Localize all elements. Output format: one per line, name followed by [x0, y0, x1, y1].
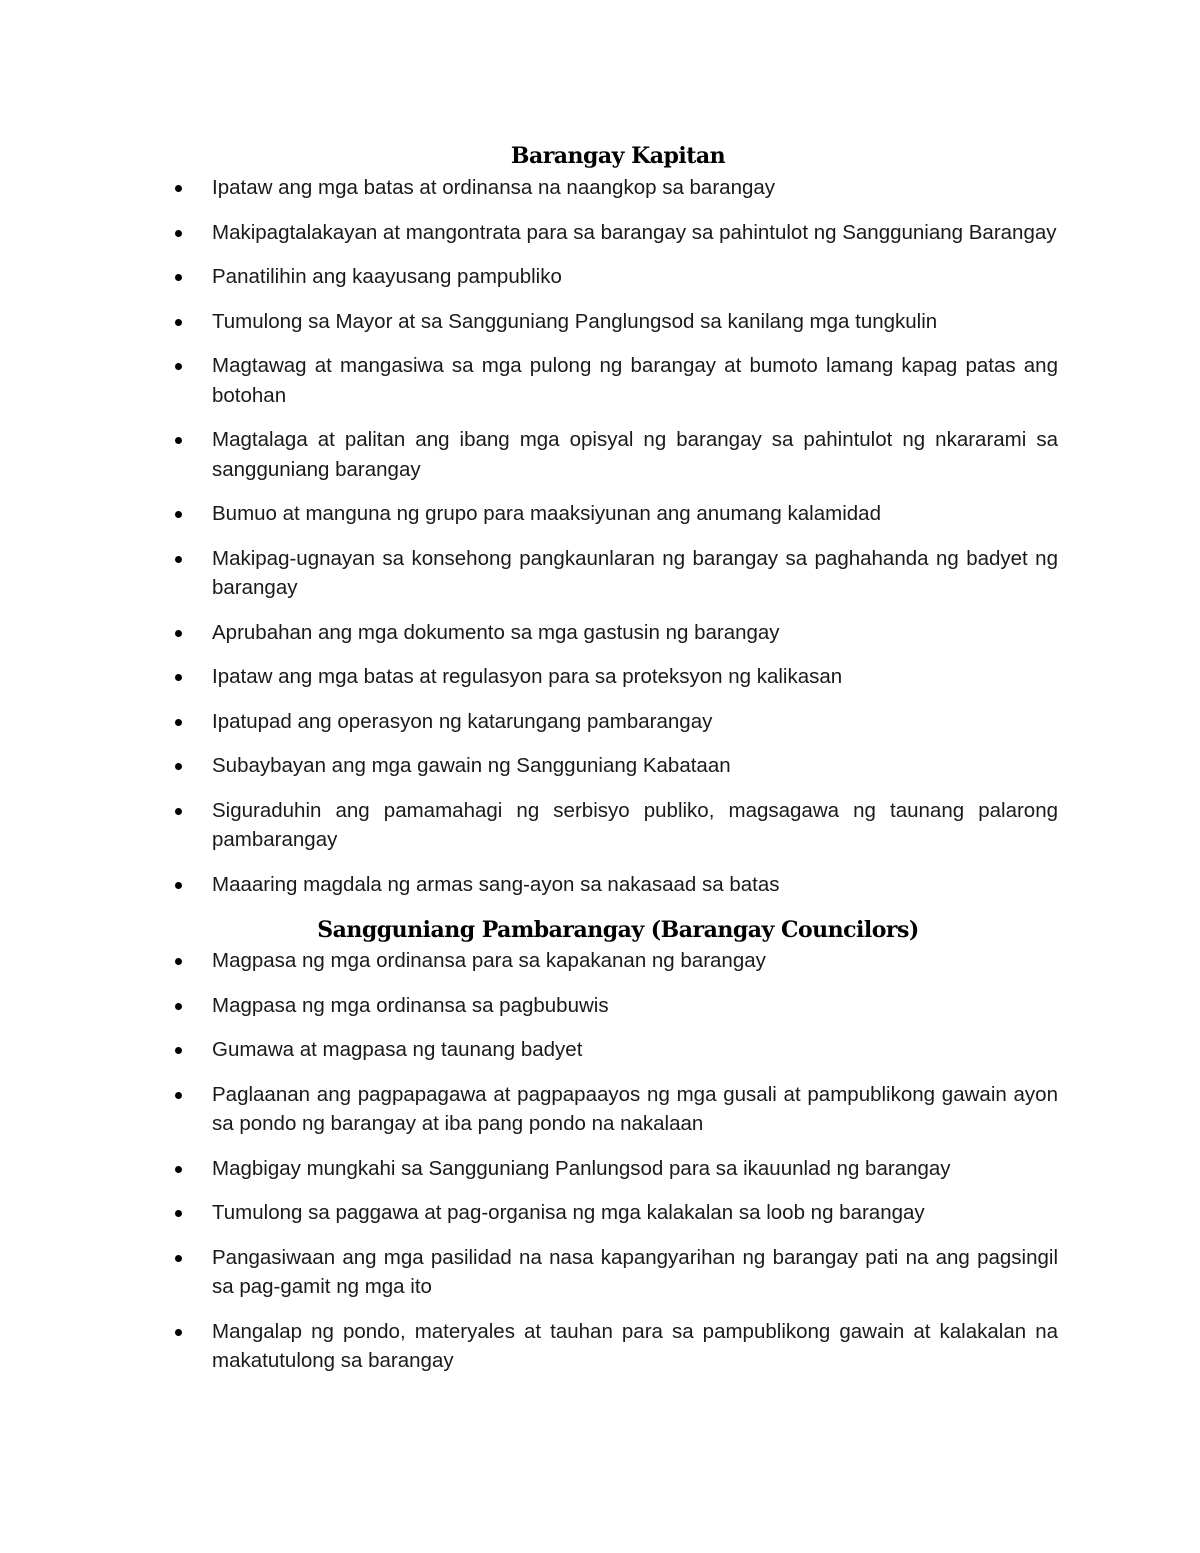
- list-item: Panatilihin ang kaayusang pampubliko: [172, 262, 1058, 292]
- list-item: Maaaring magdala ng armas sang-ayon sa nakasaad sa batas: [172, 870, 1058, 900]
- bullet-icon: [175, 185, 182, 192]
- list-item: Ipataw ang mga batas at ordinansa na naangkop sa barangay: [172, 173, 1058, 203]
- list-item: Pangasiwaan ang mga pasilidad na nasa kapangyarihan ng barangay pati na ang pagsingil sa pag-gamit ng mga ito: [172, 1243, 1058, 1302]
- list-item: Gumawa at magpasa ng taunang badyet: [172, 1035, 1058, 1065]
- bullet-icon: [175, 511, 182, 518]
- bullet-icon: [175, 1092, 182, 1099]
- bullet-icon: [175, 1210, 182, 1217]
- list-item: Ipatupad ang operasyon ng katarungang pambarangay: [172, 707, 1058, 737]
- bullet-icon: [175, 1329, 182, 1336]
- bullet-icon: [175, 1003, 182, 1010]
- list-item: Bumuo at manguna ng grupo para maaksiyunan ang anumang kalamidad: [172, 499, 1058, 529]
- bullet-icon: [175, 719, 182, 726]
- bullet-icon: [175, 1255, 182, 1262]
- list-item: Paglaanan ang pagpapagawa at pagpapaayos ng mga gusali at pampublikong gawain ayon sa pondo ng barangay at iba pang pondo na nakalaan: [172, 1080, 1058, 1139]
- bullet-icon: [175, 958, 182, 965]
- bullet-icon: [175, 274, 182, 281]
- section-heading-sangguniang-pambarangay: Sangguniang Pambarangay (Barangay Councilors): [317, 917, 919, 943]
- list-item: Ipataw ang mga batas at regulasyon para sa proteksyon ng kalikasan: [172, 662, 1058, 692]
- barangay-kapitan-duties-list: [172, 173, 1058, 899]
- list-item: Magtalaga at palitan ang ibang mga opisyal ng barangay sa pahintulot ng nkararami sa sangguniang barangay: [172, 425, 1058, 484]
- bullet-icon: [175, 1047, 182, 1054]
- list-item: Aprubahan ang mga dokumento sa mga gastusin ng barangay: [172, 618, 1058, 648]
- bullet-icon: [175, 763, 182, 770]
- bullet-icon: [175, 363, 182, 370]
- list-item: Makipag-ugnayan sa konsehong pangkaunlaran ng barangay sa paghahanda ng badyet ng barangay: [172, 544, 1058, 603]
- list-item: Tumulong sa paggawa at pag-organisa ng mga kalakalan sa loob ng barangay: [172, 1198, 1058, 1228]
- list-item: Makipagtalakayan at mangontrata para sa barangay sa pahintulot ng Sangguniang Barangay: [172, 218, 1058, 248]
- list-item: Siguraduhin ang pamamahagi ng serbisyo publiko, magsagawa ng taunang palarong pambarangay: [172, 796, 1058, 855]
- bullet-icon: [175, 230, 182, 237]
- bullet-icon: [175, 882, 182, 889]
- bullet-icon: [175, 808, 182, 815]
- list-item: Magtawag at mangasiwa sa mga pulong ng barangay at bumoto lamang kapag patas ang botohan: [172, 351, 1058, 410]
- list-item: Magpasa ng mga ordinansa sa pagbubuwis: [172, 991, 1058, 1021]
- bullet-icon: [175, 1166, 182, 1173]
- bullet-icon: [175, 556, 182, 563]
- bullet-icon: [175, 630, 182, 637]
- section-heading-barangay-kapitan: Barangay Kapitan: [510, 143, 726, 169]
- list-item: Magpasa ng mga ordinansa para sa kapakanan ng barangay: [172, 946, 1058, 976]
- bullet-icon: [175, 319, 182, 326]
- bullet-icon: [175, 437, 182, 444]
- list-item: Magbigay mungkahi sa Sangguniang Panlungsod para sa ikauunlad ng barangay: [172, 1154, 1058, 1184]
- list-item: Subaybayan ang mga gawain ng Sangguniang Kabataan: [172, 751, 1058, 781]
- bullet-icon: [175, 674, 182, 681]
- list-item: Tumulong sa Mayor at sa Sangguniang Panglungsod sa kanilang mga tungkulin: [172, 307, 1058, 337]
- sangguniang-pambarangay-duties-list: [172, 946, 1058, 1376]
- list-item: Mangalap ng pondo, materyales at tauhan para sa pampublikong gawain at kalakalan na makatutulong sa barangay: [172, 1317, 1058, 1376]
